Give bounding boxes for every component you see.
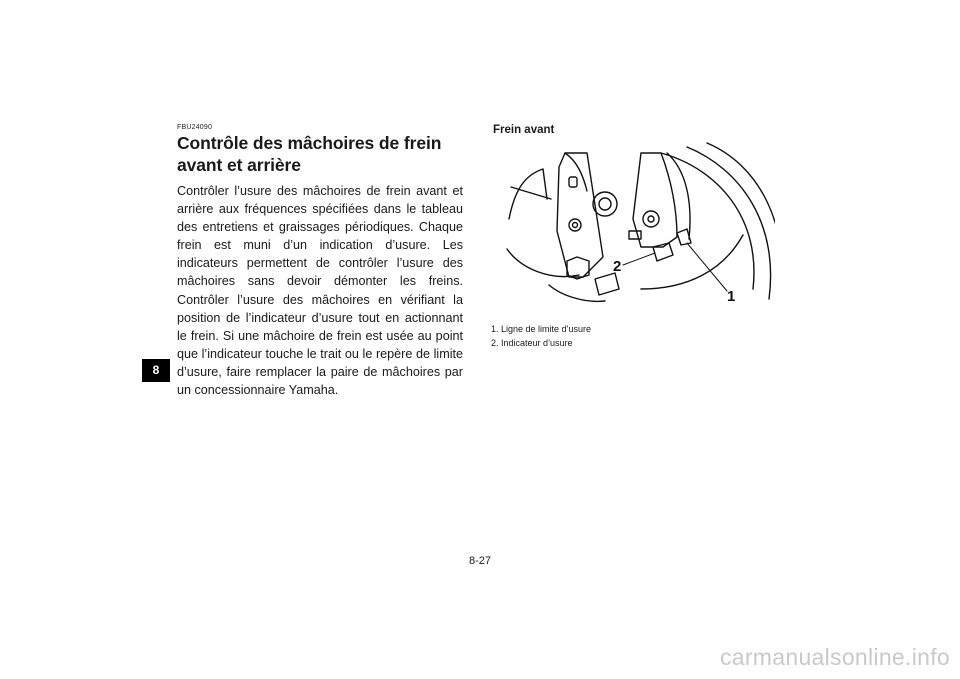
callout-1: 1 bbox=[727, 288, 736, 305]
chapter-tab: 8 bbox=[142, 359, 170, 382]
section-body: Contrôler l’usure des mâchoires de frein avant et arrière aux fréquences spécifiées dans le tableau des entretiens et graissages périodiques. Chaque frein est muni d’un indication d’usure. Les indicateurs permettent de contrôler l’usure des mâchoires sans devoir démonter les freins. Contrôler l’usure des mâchoires en vérifiant la position de l’indicateur d’usure tout en actionnant le frein. Si une mâchoire de frein est usée au point que l’indicateur touche le trait ou le repère de limite d’usure, faire remplacer la paire de mâchoires par un concessionnaire Yamaha. bbox=[177, 184, 463, 398]
figure-title: Frein avant bbox=[493, 124, 555, 136]
section-title: Contrôle des mâchoires de frein avant et arrière bbox=[177, 133, 442, 175]
figure-legend bbox=[491, 323, 781, 350]
callout-2: 2 bbox=[613, 258, 622, 275]
legend-item-wear-limit: 1. Ligne de limite d’usure bbox=[491, 324, 592, 334]
section-code: FBU24090 bbox=[177, 124, 213, 131]
figure-column bbox=[491, 124, 781, 350]
legend-item-wear-indicator: 2. Indicateur d’usure bbox=[491, 337, 573, 348]
watermark: carmanualsonline.info bbox=[719, 644, 950, 670]
section-column bbox=[177, 124, 463, 399]
page-number: 8-27 bbox=[468, 555, 492, 567]
front-brake-illustration bbox=[491, 139, 775, 309]
